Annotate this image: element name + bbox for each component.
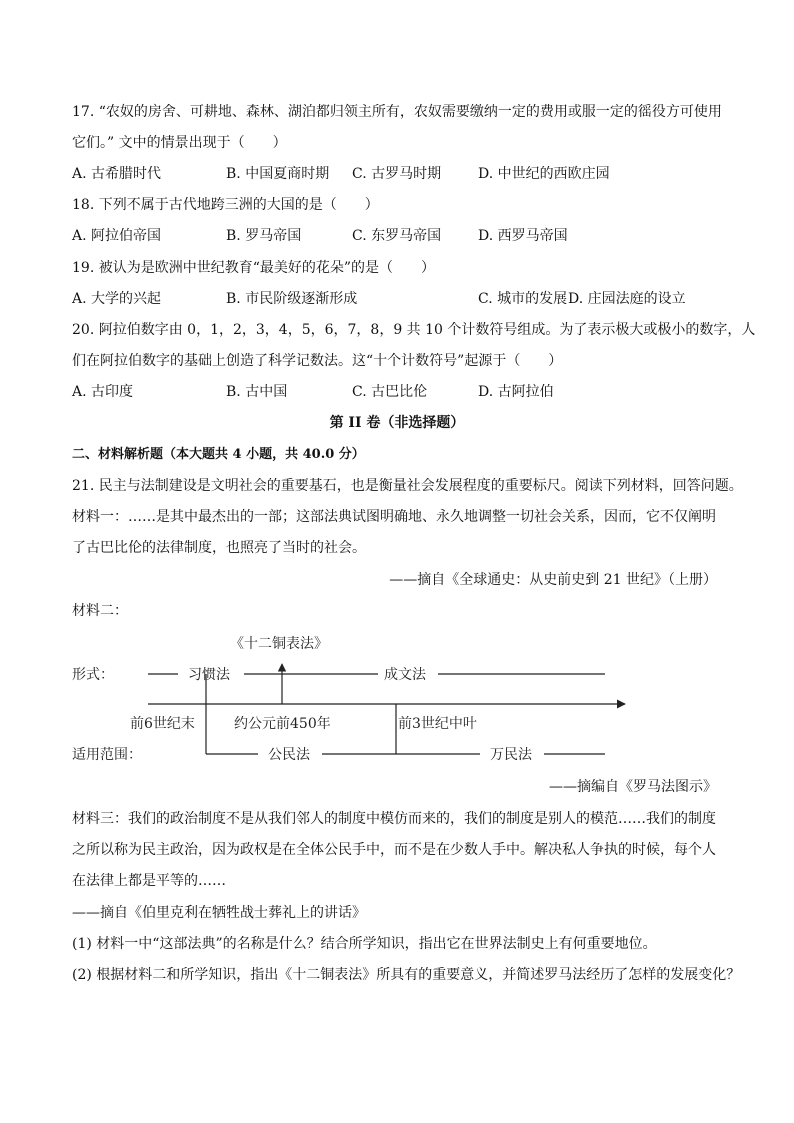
- material1-line1: 材料一：……是其中最杰出的一部；这部法典试图明确地、永久地调整一切社会关系，因而，它不仅阐明: [72, 509, 716, 525]
- q20-stem-line2: 们在阿拉伯数字的基础上创造了科学记数法。这“十个计数符号”起源于（ ）: [72, 353, 563, 369]
- q18-option-a: A. 阿拉伯帝国: [72, 228, 162, 244]
- q19-option-d: D. 庄园法庭的设立: [568, 291, 686, 307]
- q19-option-c: C. 城市的发展: [478, 291, 568, 307]
- q17-stem-line2: 它们。” 文中的情景出现于（ ）: [72, 135, 287, 151]
- q20-option-d: D. 古阿拉伯: [478, 384, 554, 400]
- material3-source: ——摘自《伯里克利在牺牲战士葬礼上的讲话》: [72, 905, 366, 921]
- q17-option-c: C. 古罗马时期: [352, 166, 442, 182]
- material1-source: ——摘自《全球通史：从史前史到 21 世纪》（上册）: [389, 572, 717, 588]
- q17-stem-line1: 17. “农奴的房舍、可耕地、森林、湖泊都归领主所有，农奴需要缴纳一定的费用或服一定的徭役方可使用: [72, 104, 722, 120]
- material2-source: ——摘编自《罗马法图示》: [549, 779, 717, 795]
- section-heading: 二、材料解析题（本大题共 4 小题，共 40.0 分）: [72, 447, 365, 462]
- q20-option-b: B. 古中国: [226, 384, 288, 400]
- roman-law-diagram: [60, 628, 660, 778]
- q19-option-a: A. 大学的兴起: [72, 291, 162, 307]
- q20-option-a: A. 古印度: [72, 384, 134, 400]
- q20-option-c: C. 古巴比伦: [352, 384, 428, 400]
- part2-title: 第 II 卷（非选择题）: [329, 415, 465, 431]
- material3-line2: 之所以称为民主政治，因为政权是在全体公民手中，而不是在少数人手中。解决私人争执的时候，每个人: [72, 842, 716, 858]
- sub-question-1: (1) 材料一中“这部法典”的名称是什么？结合所学知识，指出它在世界法制史上有何重要地位。: [72, 936, 657, 952]
- q20-stem-line1: 20. 阿拉伯数字由 0，1，2，3，4，5，6，7，8，9 共 10 个计数符号组成。为了表示极大或极小的数字，人: [72, 322, 756, 338]
- written-law-label: 成文法: [384, 667, 426, 683]
- q18-option-c: C. 东罗马帝国: [352, 228, 442, 244]
- material3-line1: 材料三：我们的政治制度不是从我们邻人的制度中模仿而来的，我们的制度是别人的模范……我们的制度: [72, 811, 716, 827]
- material3-line3: 在法律上都是平等的……: [72, 873, 226, 889]
- q18-option-b: B. 罗马帝国: [226, 228, 302, 244]
- q17-option-a: A. 古希腊时代: [72, 166, 162, 182]
- time-3rd-century: 前3世纪中叶: [398, 716, 477, 732]
- q17-option-b: B. 中国夏商时期: [226, 166, 330, 182]
- q18-stem: 18. 下列不属于古代地跨三洲的大国的是（ ）: [72, 197, 379, 213]
- material1-line2: 了古巴比伦的法律制度，也照亮了当时的社会。: [72, 540, 366, 556]
- twelve-tables-label: 《十二铜表法》: [230, 636, 328, 652]
- sub-question-2: (2) 根据材料二和所学知识，指出《十二铜表法》所具有的重要意义，并简述罗马法经历了怎样的发展变化？: [72, 967, 741, 983]
- custom-law-label: 习惯法: [188, 667, 230, 683]
- material2-label: 材料二：: [72, 603, 128, 619]
- scope-label: 适用范围：: [72, 747, 142, 763]
- q19-stem: 19. 被认为是欧洲中世纪教育“最美好的花朵”的是（ ）: [72, 260, 436, 276]
- q19-option-b: B. 市民阶级逐渐形成: [226, 291, 358, 307]
- time-6th-century: 前6世纪末: [130, 716, 195, 732]
- q18-option-d: D. 西罗马帝国: [478, 228, 568, 244]
- civil-law-label: 公民法: [268, 747, 310, 763]
- form-label: 形式：: [72, 667, 114, 683]
- nations-law-label: 万民法: [490, 747, 532, 763]
- time-450-bc: 约公元前450年: [234, 716, 331, 732]
- q17-option-d: D. 中世纪的西欧庄园: [478, 166, 610, 182]
- q21-intro: 21. 民主与法制建设是文明社会的重要基石，也是衡量社会发展程度的重要标尺。阅读下列材料，回答问题。: [72, 478, 743, 494]
